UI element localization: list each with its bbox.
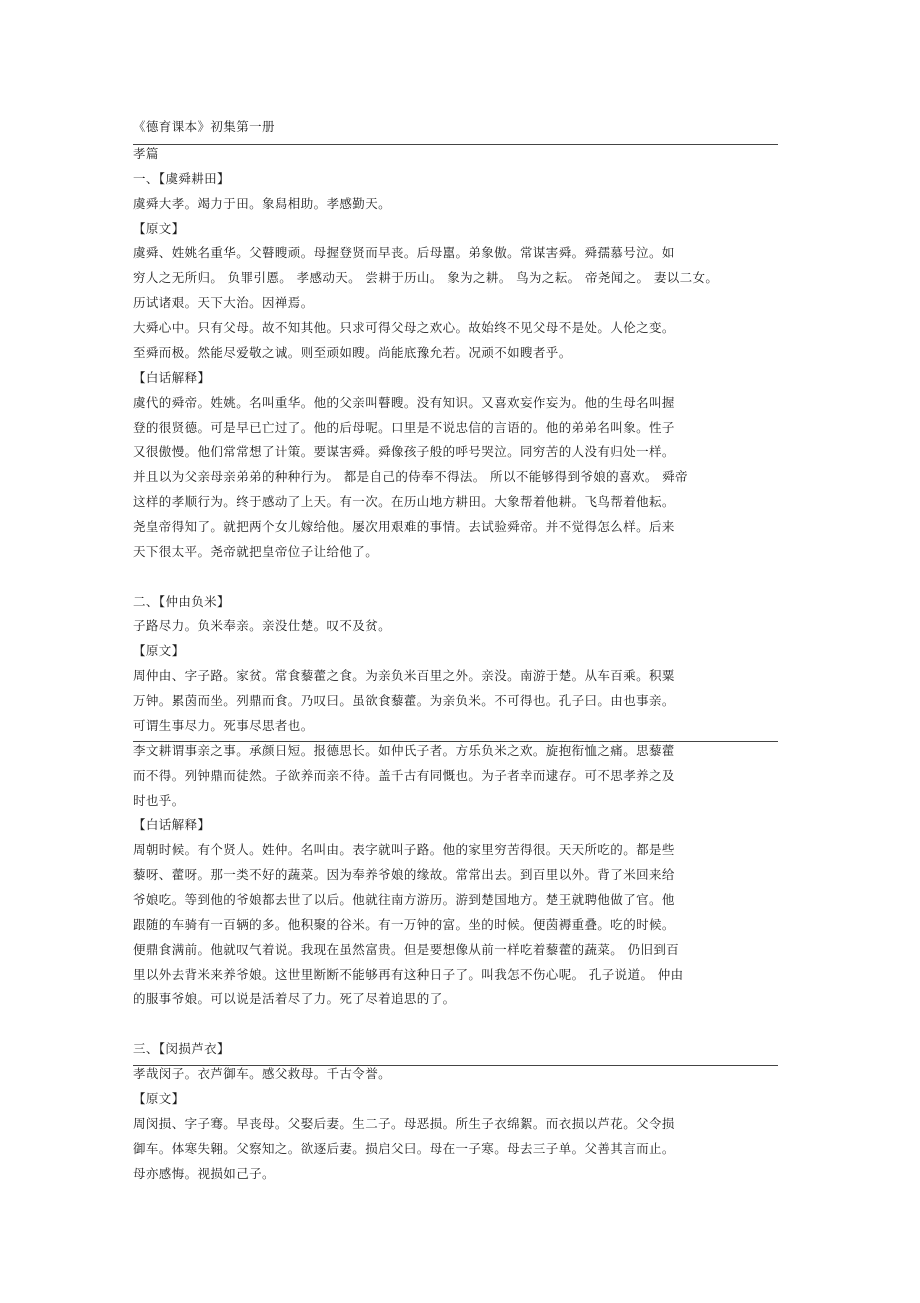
text-line: 天下很太平。尧帝就把皇帝位子让给他了。 (133, 544, 379, 559)
section-summary: 虞舜大孝。竭力于田。象舄相助。孝感勤天。 (133, 196, 392, 211)
section-heading: 三、【闵损芦衣】 (133, 1041, 230, 1056)
section-summary: 子路尽力。负米奉亲。亲没仕楚。叹不及贫。 (133, 618, 392, 633)
text-line: 时也乎。 (133, 793, 185, 808)
section-heading: 二、【仲由负米】 (133, 594, 230, 609)
section-heading: 一、【虞舜耕田】 (133, 171, 230, 186)
text-line: 登的很贤德。可是早已亡过了。他的后母呢。口里是不说忠信的言语的。他的弟弟名叫象。性子 (133, 420, 675, 435)
text-line: 李文耕谓事亲之事。承颜日短。报德思长。如仲氏子者。方乐负米之欢。旋抱衔恤之痛。思藜藿 (133, 743, 675, 758)
yuanwen-label: 【原文】 (133, 643, 185, 658)
text-line: 便鼎食满前。他就叹气着说。我现在虽然富贵。但是要想像从前一样吃着藜藿的蔬菜。 仍旧到百 (133, 942, 680, 957)
text-line: 爷娘吃。等到他的爷娘都去世了以后。他就往南方游历。游到楚国地方。楚王就聘他做了官。他 (133, 892, 675, 907)
section-summary: 孝哉闵子。衣芦御车。感父救母。千古令誉。 (133, 1066, 392, 1081)
header-divider (133, 144, 778, 145)
baihua-label: 【白话解释】 (133, 370, 211, 385)
text-line: 虞舜、姓姚名重华。父瞽瞍顽。母握登贤而早丧。后母嚚。弟象傲。常谋害舜。舜孺慕号泣。如 (133, 245, 675, 260)
category-title: 孝篇 (133, 146, 159, 161)
text-line: 又很傲慢。他们常常想了计策。要谋害舜。舜像孩子般的呼号哭泣。同穷苦的人没有归处一样。 (133, 444, 675, 459)
text-line: 大舜心中。只有父母。故不知其他。只求可得父母之欢心。故始终不见父母不是处。人伦之变。 (133, 320, 675, 335)
text-line: 里以外去背米来养爷娘。这世里断断不能够再有这种日子了。叫我怎不伤心呢。 孔子说道。 仲由 (133, 967, 684, 982)
text-line: 穷人之无所归。 负罪引慝。 孝感动天。 尝耕于历山。 象为之耕。 鸟为之耘。 帝尧闻之。 妻以二女。 (133, 270, 719, 285)
text-line: 尧皇帝得知了。就把两个女儿嫁给他。屡次用艰难的事情。去试验舜帝。并不觉得怎么样。后来 (133, 519, 675, 534)
header-title: 《德育课本》初集第一册 (133, 119, 275, 134)
text-line: 而不得。列钟鼎而徒然。子欲养而亲不待。盖千古有同慨也。为子者幸而逮存。可不思孝养之及 (133, 768, 675, 783)
text-line: 周闵损、字子骞。早丧母。父娶后妻。生二子。母恶损。所生子衣绵絮。而衣损以芦花。父令损 (133, 1116, 675, 1131)
text-line: 虞代的舜帝。姓姚。名叫重华。他的父亲叫瞽瞍。没有知识。又喜欢妄作妄为。他的生母名叫握 (133, 395, 675, 410)
text-line: 母亦感悔。视损如己子。 (133, 1166, 275, 1181)
baihua-label: 【白话解释】 (133, 817, 211, 832)
text-line: 周朝时候。有个贤人。姓仲。名叫由。表字就叫子路。他的家里穷苦得很。天天所吃的。都是些 (133, 842, 675, 857)
text-line: 的服事爷娘。可以说是活着尽了力。死了尽着追思的了。 (133, 991, 456, 1006)
text-line: 御车。体寒失翱。父察知之。欲逐后妻。损启父曰。母在一子寒。母去三子单。父善其言而止。 (133, 1141, 675, 1156)
text-line: 周仲由、字子路。家贫。常食藜藿之食。为亲负米百里之外。亲没。南游于楚。从车百乘。积粟 (133, 668, 675, 683)
yuanwen-label: 【原文】 (133, 1091, 185, 1106)
text-line: 这样的孝顺行为。终于感动了上天。有一次。在历山地方耕田。大象帮着他耕。飞鸟帮着他耘。 (133, 494, 675, 509)
page-divider (133, 741, 778, 742)
text-line: 历试诸艰。天下大治。因禅焉。 (133, 295, 314, 310)
text-line: 可谓生事尽力。死事尽思者也。 (133, 718, 314, 733)
text-line: 藜呀、藿呀。那一类不好的蔬菜。因为奉养爷娘的缘故。常常出去。到百里以外。背了米回来给 (133, 867, 675, 882)
text-line: 至舜而极。然能尽爱敬之诚。则至顽如瞍。尚能底豫允若。况顽不如瞍者乎。 (133, 345, 572, 360)
text-line: 并且以为父亲母亲弟弟的种种行为。 都是自己的侍奉不得法。 所以不能够得到爷娘的喜欢。 舜帝 (133, 469, 688, 484)
yuanwen-label: 【原文】 (133, 221, 185, 236)
text-line: 万钟。累茵而坐。列鼎而食。乃叹曰。虽欲食藜藿。为亲负米。不可得也。孔子曰。由也事亲。 (133, 693, 675, 708)
text-line: 跟随的车骑有一百辆的多。他积聚的谷米。有一万钟的富。坐的时候。便茵褥重叠。吃的时候。 (133, 917, 675, 932)
